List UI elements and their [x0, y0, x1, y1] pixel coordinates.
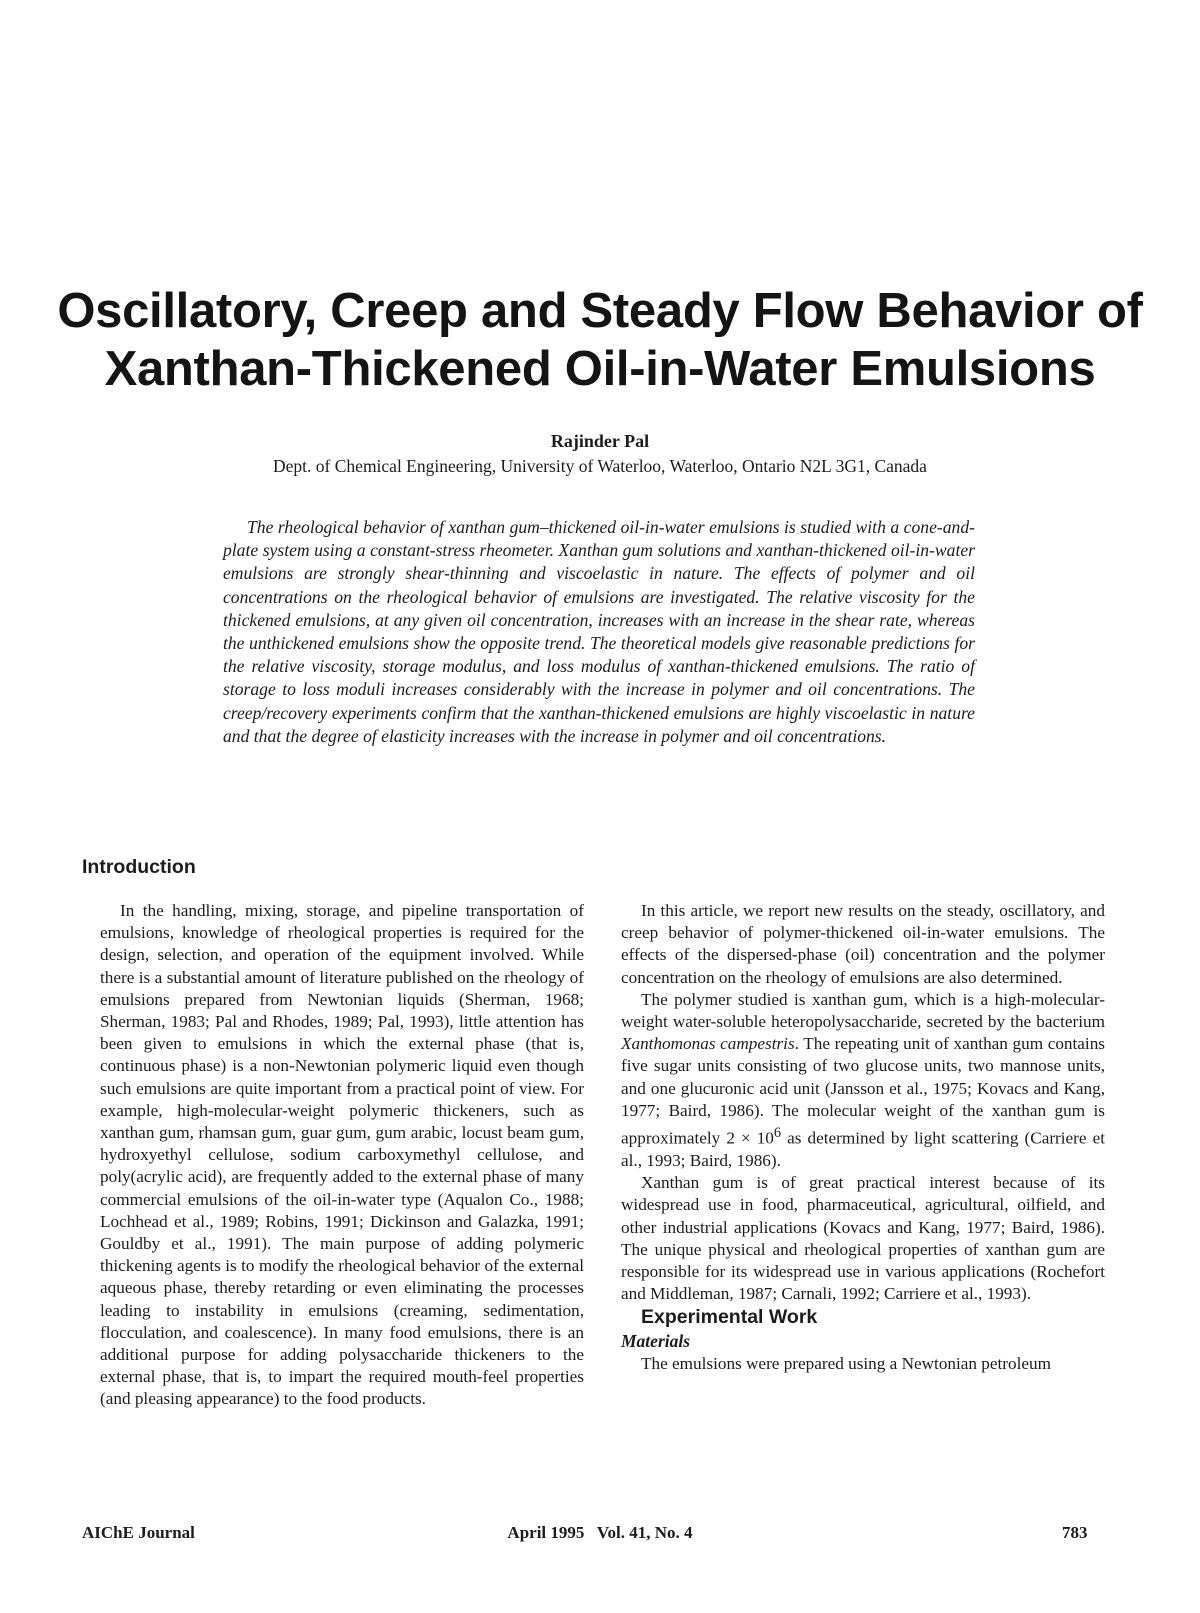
footer-page-number: 783	[1062, 1523, 1088, 1542]
right-column	[621, 900, 1105, 1376]
paper-title	[40, 282, 1160, 398]
intro-paragraph-3	[621, 989, 1105, 1172]
left-column	[100, 900, 584, 1411]
paragraph-text: as determined by light scattering (Carriere et al., 1993; Baird, 1986).	[621, 1128, 1105, 1170]
introduction-heading: Introduction	[82, 856, 196, 878]
intro-paragraph-4: Xanthan gum is of great practical interest because of its widespread use in food, pharmaceutical, agricultural, oilfield, and other industrial applications (Kovacs and Kang, 1977; Baird, 1986). The unique physical and rheological properties of xanthan gum are responsible for its widespread use in various applications (Rochefort and Middleman, 1987; Carnali, 1992; Carriere et al., 1993).	[621, 1173, 1105, 1304]
author-affiliation: Dept. of Chemical Engineering, University of Waterloo, Waterloo, Ontario N2L 3G1, Canada	[273, 456, 927, 476]
footer-issue: April 1995 Vol. 41, No. 4	[507, 1523, 693, 1542]
intro-paragraph-1: In the handling, mixing, storage, and pipeline transportation of emulsions, knowledge of rheological properties is required for the design, selection, and operation of the equipment involved. While there is a substantial amount of literature published on the rheology of emulsions prepared from Newtonian liquids (Sherman, 1968; Sherman, 1983; Pal and Rhodes, 1989; Pal, 1993), little attention has been given to emulsions in which the external phase (that is, continuous phase) is a non-Newtonian polymeric liquid even though such emulsions are quite important from a practical point of view. For example, high-molecular-weight polymeric thickeners, such as xanthan gum, rhamsan gum, guar gum, gum arabic, locust beam gum, hydroxyethyl cellulose, sodium carboxymethyl cellulose, and poly(acrylic acid), are frequently added to the external phase of many commercial emulsions of the oil-in-water type (Aqualon Co., 1988; Lochhead et al., 1989; Robins, 1991; Dickinson and Galazka, 1991; Gouldby et al., 1991). The main purpose of adding polymeric thickening agents is to modify the rheological behavior of the external aqueous phase, thereby retarding or even eliminating the processes leading to instability in emulsions (creaming, sedimentation, flocculation, and coalescence). In many food emulsions, there is an additional purpose for adding polysaccharide thickeners to the external phase, that is, to impart the required mouth-feel properties (and pleasing appearance) to the food products.	[100, 901, 584, 1409]
abstract: The rheological behavior of xanthan gum–thickened oil-in-water emulsions is studied with a cone-and-plate system using a constant-stress rheometer. Xanthan gum solutions and xanthan-thickened oil-in-water emulsions are strongly shear-thinning and viscoelastic in nature. The effects of polymer and oil concentrations on the rheological behavior of emulsions are investigated. The relative viscosity for the thickened emulsions, at any given oil concentration, increases with an increase in the shear rate, whereas the unthickened emulsions show the opposite trend. The theoretical models give reasonable predictions for the relative viscosity, storage modulus, and loss modulus of xanthan-thickened emulsions. The ratio of storage to loss moduli increases considerably with the increase in polymer and oil concentrations. The creep/recovery experiments confirm that the xanthan-thickened emulsions are highly viscoelastic in nature and that the degree of elasticity increases with the increase in polymer and oil concentrations.	[223, 517, 975, 746]
exponent: 6	[773, 1125, 782, 1142]
paragraph-text: . The repeating unit of xanthan gum contains five sugar units consisting of two glucose units, two mannose units, and one glucuronic acid unit (Jansson et al., 1975; Kovacs and Kang, 1977; Baird, 1986). The molecular weight of the xanthan gum is approximately 2 × 10	[621, 1034, 1105, 1148]
footer-journal: AIChE Journal	[82, 1523, 195, 1542]
materials-subheading: Materials	[621, 1331, 691, 1352]
title-line-2: Xanthan-Thickened Oil-in-Water Emulsions	[104, 342, 1096, 396]
experimental-heading: Experimental Work	[641, 1306, 818, 1329]
intro-paragraph-2: In this article, we report new results on the steady, oscillatory, and creep behavior of polymer-thickened oil-in-water emulsions. The effects of the dispersed-phase (oil) concentration and the polymer concentration on the rheology of emulsions are also determined.	[621, 901, 1105, 987]
materials-paragraph: The emulsions were prepared using a Newtonian petroleum	[641, 1354, 1051, 1374]
author-name: Rajinder Pal	[550, 431, 650, 451]
title-line-1: Oscillatory, Creep and Steady Flow Behavior of	[57, 284, 1143, 338]
paragraph-text: The polymer studied is xanthan gum, which is a high-molecular-weight water-soluble heteropolysaccharide, secreted by the bacterium	[621, 989, 1105, 1032]
species-name: Xanthomonas campestris	[621, 1034, 795, 1054]
